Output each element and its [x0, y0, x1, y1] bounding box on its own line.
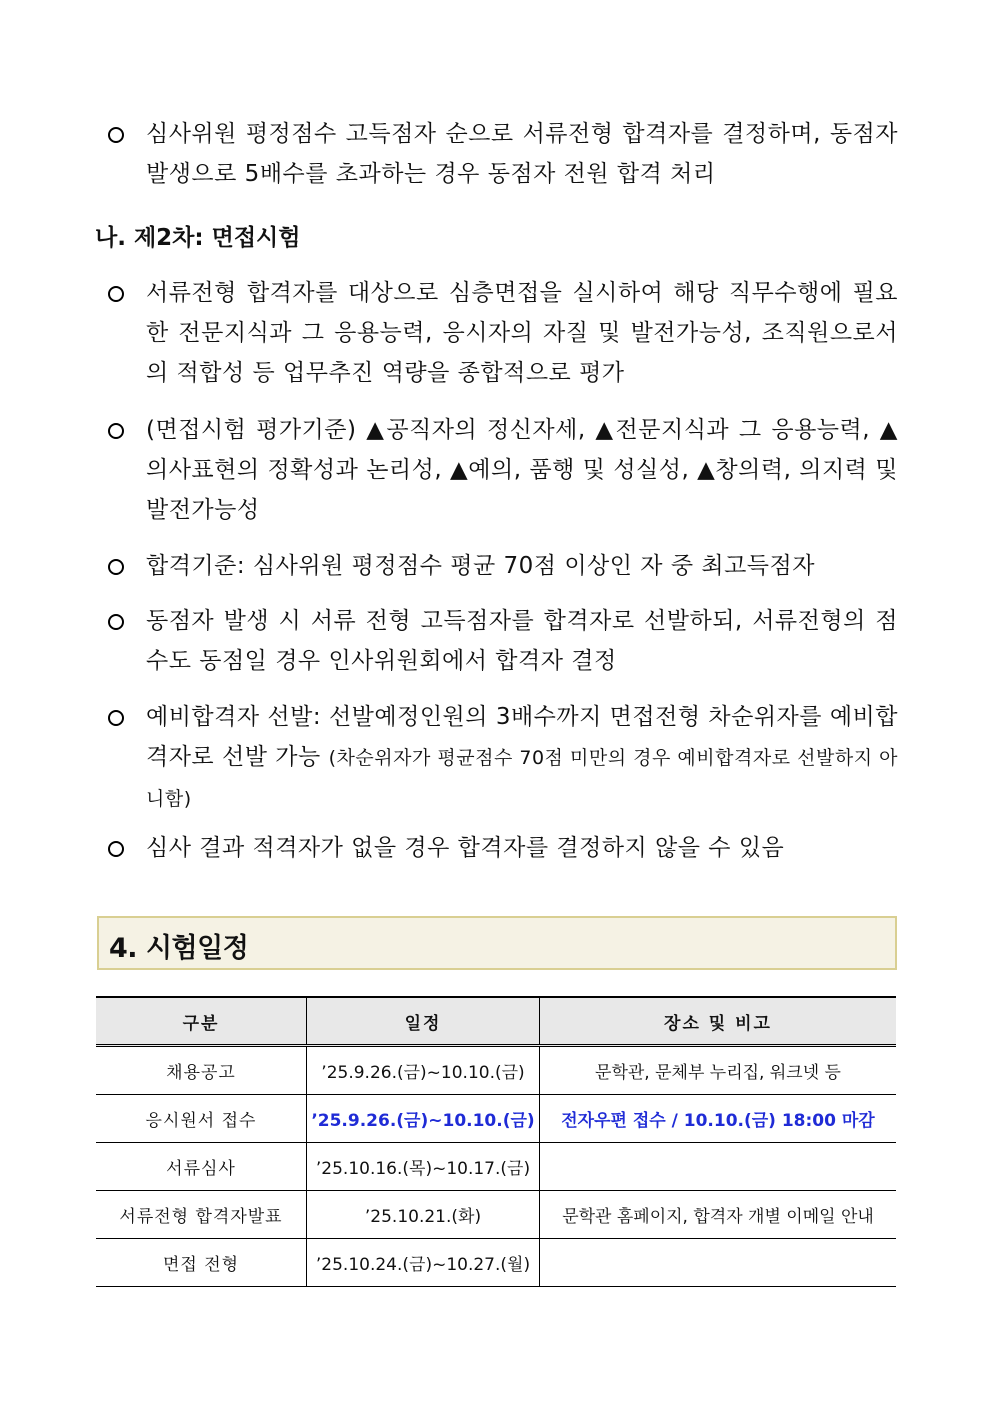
cell-category: 응시원서 접수: [96, 1095, 307, 1143]
table-row: [96, 1143, 896, 1191]
bullet-item: [108, 273, 898, 393]
cell-date: ’25.9.26.(금)~10.10.(금): [307, 1046, 540, 1095]
bullet-item: [108, 114, 898, 194]
header-category: 구분: [96, 997, 307, 1046]
bullet-text: 합격기준: 심사위원 평정점수 평균 70점 이상인 자 중 최고득점자: [146, 553, 815, 579]
bullet-text: 동점자 발생 시 서류 전형 고득점자를 합격자로 선발하되, 서류전형의 점수도 동점일 경우 인사위원회에서 합격자 결정: [146, 608, 898, 674]
cell-date: ’25.10.21.(화): [307, 1191, 540, 1239]
table-row-highlighted: [96, 1095, 896, 1143]
table-row: [96, 1239, 896, 1287]
circle-bullet-icon: [108, 127, 124, 143]
cell-date: ’25.10.16.(목)~10.17.(금): [307, 1143, 540, 1191]
bullet-main-text: 예비합격자 선발: 선발예정인원의 3배수까지 면접전형 차순위자를 예비합격자로 선발 가능: [146, 704, 898, 770]
cell-note: [540, 1143, 897, 1191]
section-title: 4. 시험일정: [109, 933, 249, 964]
cell-date: ’25.10.24.(금)~10.27.(월): [307, 1239, 540, 1287]
cell-category: 서류전형 합격자발표: [96, 1191, 307, 1239]
bullet-note: (차순위자가 평균점수 70점 미만의 경우 예비합격자로 선발하지 아니함): [146, 747, 898, 810]
bullet-text: 심사위원 평정점수 고득점자 순으로 서류전형 합격자를 결정하며, 동점자 발생으로 5배수를 초과하는 경우 동점자 전원 합격 처리: [146, 121, 898, 187]
circle-bullet-icon: [108, 423, 124, 439]
cell-note: 문학관, 문체부 누리집, 워크넷 등: [540, 1046, 897, 1095]
circle-bullet-icon: [108, 710, 124, 726]
cell-category: 채용공고: [96, 1046, 307, 1095]
circle-bullet-icon: [108, 286, 124, 302]
bullet-text: 서류전형 합격자를 대상으로 심층면접을 실시하여 해당 직무수행에 필요한 전문지식과 그 응용능력, 응시자의 자질 및 발전가능성, 조직원으로서의 적합성 등 업무추진 역량을 종합적으로 평가: [146, 280, 898, 386]
header-note: 장소 및 비고: [540, 997, 897, 1046]
table-header-row: [96, 997, 896, 1046]
cell-note: 전자우편 접수 / 10.10.(금) 18:00 마감: [540, 1095, 897, 1143]
schedule-table: [96, 996, 896, 1287]
cell-date: ’25.9.26.(금)~10.10.(금): [307, 1095, 540, 1143]
bullet-text: (면접시험 평가기준) ▲공직자의 정신자세, ▲전문지식과 그 응용능력, ▲의사표현의 정확성과 논리성, ▲예의, 품행 및 성실성, ▲창의력, 의지력 및 발전가능성: [146, 417, 898, 523]
table-row: [96, 1046, 896, 1095]
circle-bullet-icon: [108, 614, 124, 630]
cell-note: 문학관 홈페이지, 합격자 개별 이메일 안내: [540, 1191, 897, 1239]
table-row: [96, 1191, 896, 1239]
bullet-item: [108, 697, 898, 819]
bullet-item: [108, 546, 898, 586]
bullet-item: [108, 601, 898, 681]
subsection-title: 나. 제2차: 면접시험: [95, 225, 301, 251]
circle-bullet-icon: [108, 841, 124, 857]
section-header: [97, 916, 897, 970]
cell-category: 서류심사: [96, 1143, 307, 1191]
circle-bullet-icon: [108, 559, 124, 575]
bullet-text: 심사 결과 적격자가 없을 경우 합격자를 결정하지 않을 수 있음: [146, 835, 785, 861]
bullet-item: [108, 828, 898, 868]
cell-note: [540, 1239, 897, 1287]
header-date: 일정: [307, 997, 540, 1046]
bullet-text: [146, 697, 898, 819]
cell-category: 면접 전형: [96, 1239, 307, 1287]
bullet-item: [108, 410, 898, 530]
